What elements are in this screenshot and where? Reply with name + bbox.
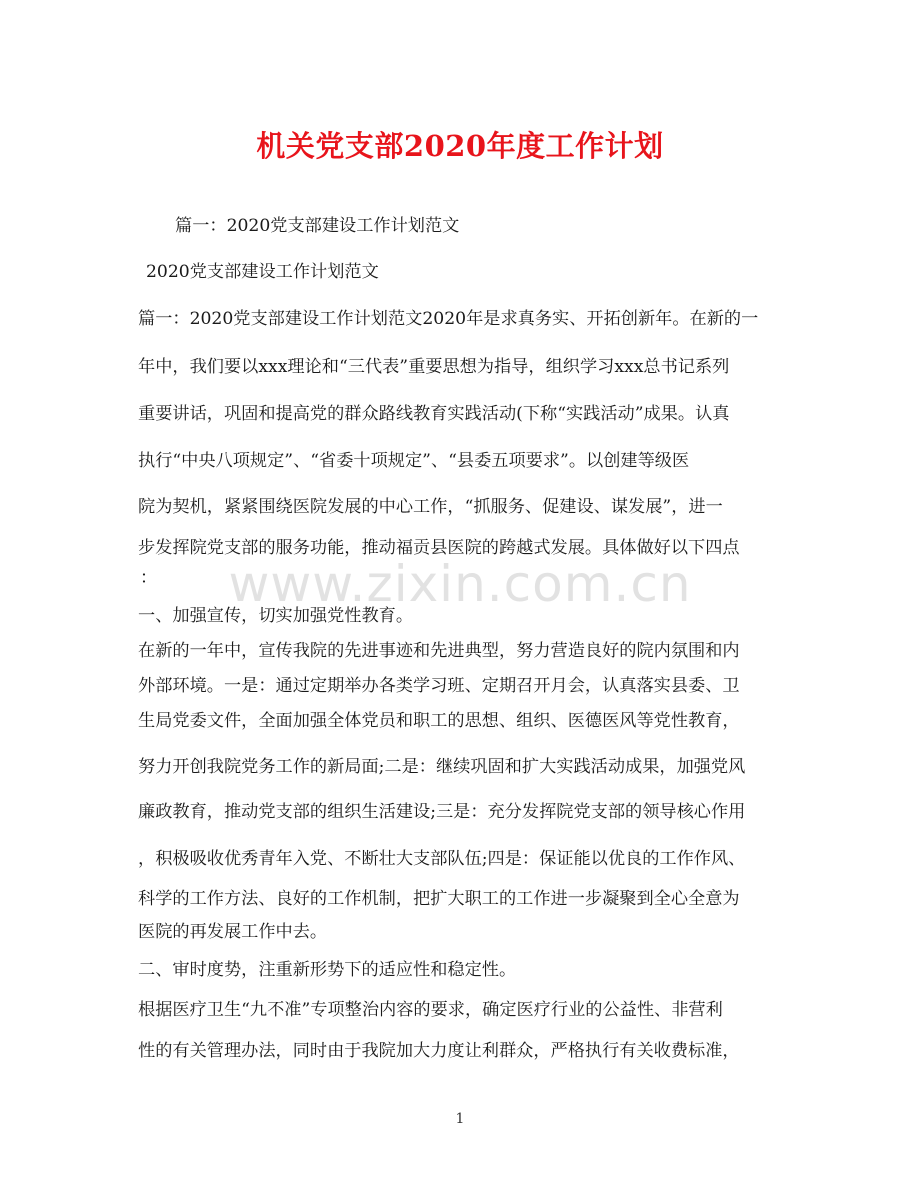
paragraph-line: 外部环境。一是：通过定期举办各类学习班、定期召开月会，认真落实县委、卫 [138, 676, 740, 696]
paragraph-line: 篇一：2020党支部建设工作计划范文2020年是求真务实、开拓创新年。在新的一 [138, 309, 759, 329]
paragraph-line: 院为契机，紧紧围绕医院发展的中心工作，“抓服务、促建设、谋发展”，进一 [138, 497, 723, 517]
paragraph-line: 廉政教育，推动党支部的组织生活建设;三是：充分发挥院党支部的领导核心作用 [138, 802, 746, 822]
paragraph-line: 努力开创我院党务工作的新局面;二是：继续巩固和扩大实践活动成果，加强党风 [138, 757, 746, 777]
paragraph-line: 在新的一年中，宣传我院的先进事迹和先进典型，努力营造良好的院内氛围和内 [138, 641, 740, 661]
paragraph-line: 科学的工作方法、良好的工作机制，把扩大职工的工作进一步凝聚到全心全意为 [138, 889, 740, 909]
paragraph-line: 重要讲话，巩固和提高党的群众路线教育实践活动(下称“实践活动”成果。认真 [138, 404, 730, 424]
paragraph-line: 根据医疗卫生“九不准”专项整治内容的要求，确定医疗行业的公益性、非营利 [138, 1000, 723, 1020]
watermark: www.zixin.com.cn [228, 555, 692, 613]
document-title: 机关党支部2020年度工作计划 [256, 129, 664, 163]
paragraph-line: ： [140, 568, 158, 588]
paragraph-line: 性的有关管理办法，同时由于我院加大力度让利群众，严格执行有关收费标准， [138, 1041, 740, 1061]
paragraph-line: 医院的再发展工作中去。 [138, 922, 328, 942]
paragraph-line: ，积极吸收优秀青年入党、不断壮大支部队伍;四是：保证能以优良的工作作风、 [138, 849, 746, 869]
section-heading: 一、加强宣传，切实加强党性教育。 [138, 606, 414, 626]
paragraph-line: 年中，我们要以xxx理论和“三代表”重要思想为指导，组织学习xxx总书记系列 [138, 357, 730, 377]
paragraph-line: 2020党支部建设工作计划范文 [146, 262, 379, 282]
paragraph-line: 步发挥院党支部的服务功能，推动福贡县医院的跨越式发展。具体做好以下四点 [138, 538, 740, 558]
paragraph-line: 篇一：2020党支部建设工作计划范文 [175, 216, 460, 236]
page-number: 1 [455, 1111, 465, 1127]
paragraph-line: 执行“中央八项规定”、“省委十项规定”、“县委五项要求”。以创建等级医 [138, 451, 690, 471]
section-heading: 二、审时度势，注重新形势下的适应性和稳定性。 [138, 960, 517, 980]
paragraph-line: 生局党委文件，全面加强全体党员和职工的思想、组织、医德医风等党性教育， [138, 711, 740, 731]
